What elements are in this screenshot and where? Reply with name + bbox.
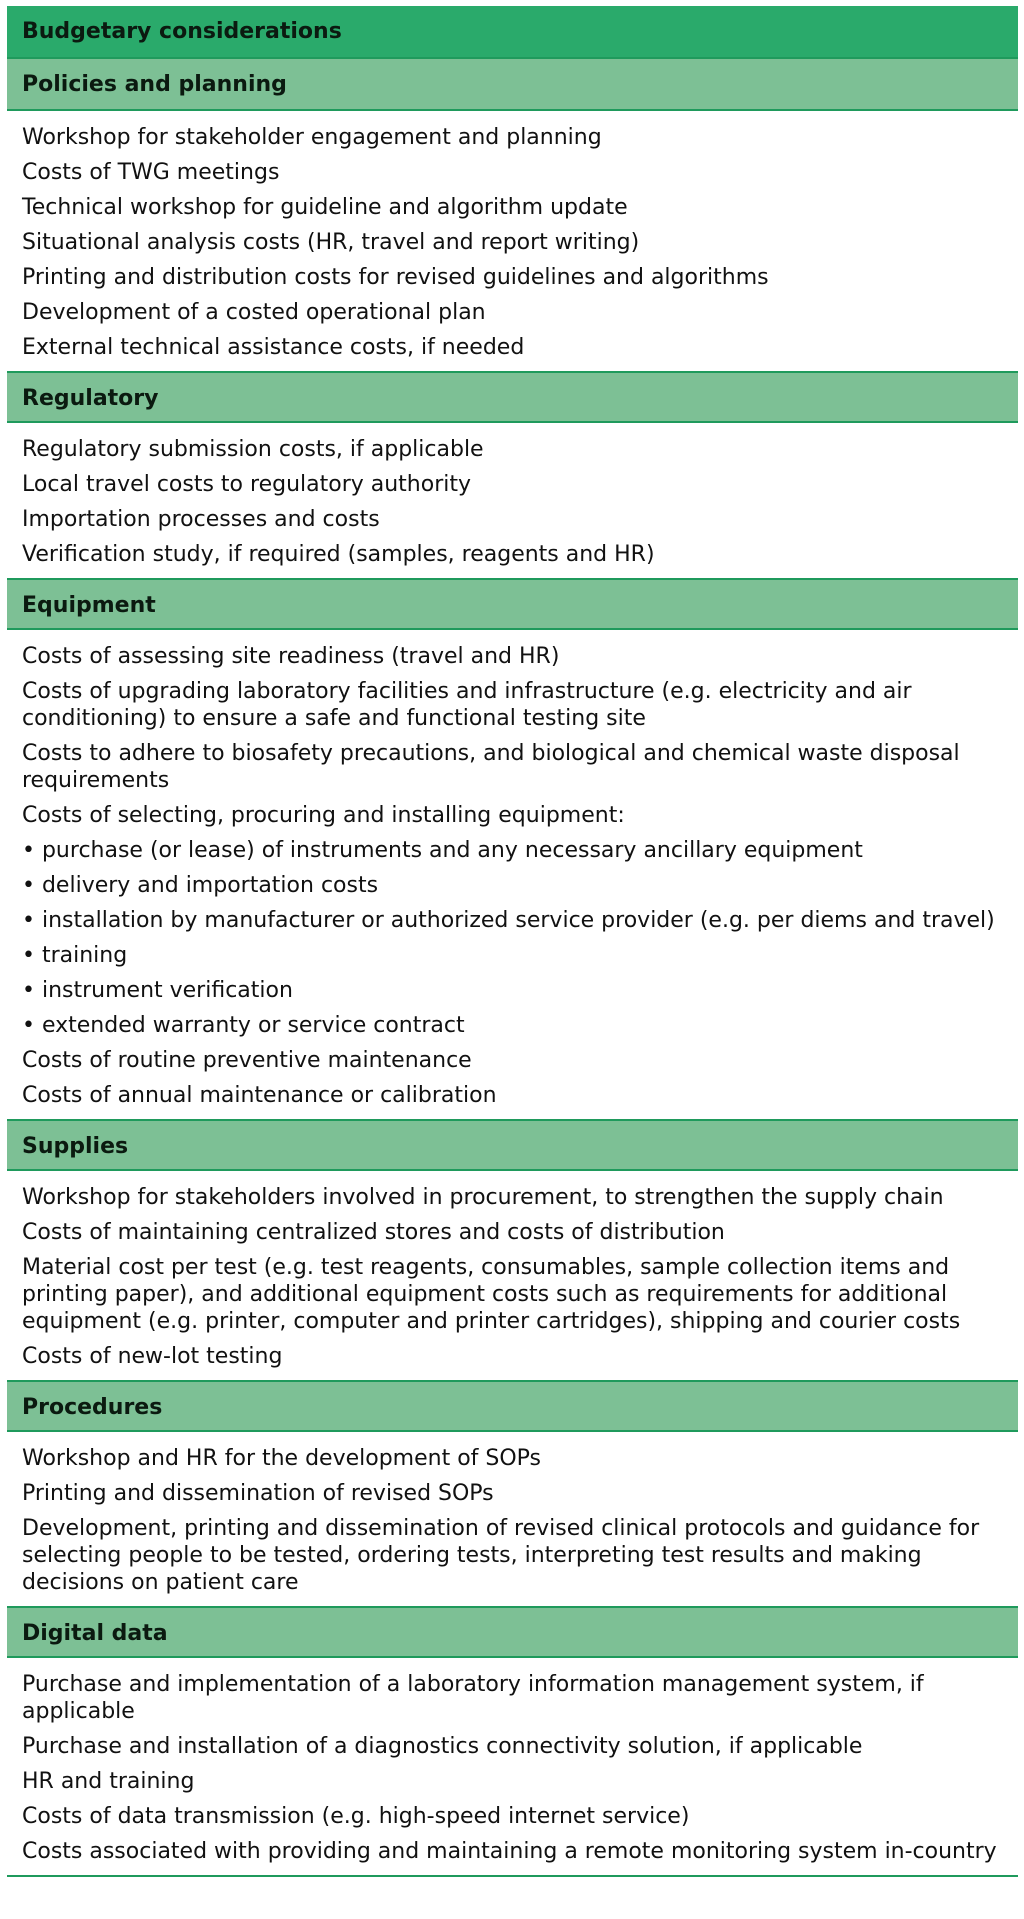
list-item: • extended warranty or service contract	[22, 1013, 465, 1038]
section-header: Equipment	[7, 578, 1018, 630]
list-item: Printing and dissemination of revised SOPs	[22, 1481, 494, 1506]
list-item: Material cost per test (e.g. test reagents, consumables, sample collection items and printing paper), and additional equipment costs such as requirements for additional equipment (e.g. printer, computer and printer cartridges), shipping and courier costs	[22, 1255, 961, 1334]
list-item: Costs of upgrading laboratory facilities and infrastructure (e.g. electricity and air conditioning) to ensure a safe and functional testing site	[22, 679, 912, 731]
list-item: Purchase and installation of a diagnostics connectivity solution, if applicable	[22, 1734, 863, 1759]
list-item: • delivery and importation costs	[22, 873, 379, 898]
list-item: Technical workshop for guideline and algorithm update	[22, 195, 628, 220]
list-item: Purchase and implementation of a laboratory information management system, if applicable	[22, 1672, 924, 1724]
section-header: Supplies	[7, 1119, 1018, 1171]
list-item: Costs of assessing site readiness (travel and HR)	[22, 644, 560, 669]
list-item: Costs to adhere to biosafety precautions, and biological and chemical waste disposal requirements	[22, 741, 960, 793]
list-item: Costs of data transmission (e.g. high-speed internet service)	[22, 1804, 690, 1829]
list-item: Printing and distribution costs for revised guidelines and algorithms	[22, 265, 769, 290]
list-item: Workshop for stakeholder engagement and planning	[22, 125, 602, 150]
section-header: Policies and planning	[7, 59, 1018, 111]
section-items	[7, 423, 1018, 578]
section-items	[7, 1171, 1018, 1380]
list-item: Regulatory submission costs, if applicable	[22, 437, 484, 462]
list-item: Verification study, if required (samples, reagents and HR)	[22, 542, 655, 567]
list-item: Costs of maintaining centralized stores and costs of distribution	[22, 1220, 725, 1245]
list-item: Situational analysis costs (HR, travel and report writing)	[22, 230, 640, 255]
list-item: Costs of annual maintenance or calibration	[22, 1083, 497, 1108]
list-item: Costs of routine preventive maintenance	[22, 1048, 472, 1073]
list-item: Local travel costs to regulatory authority	[22, 472, 472, 497]
section-header: Regulatory	[7, 371, 1018, 423]
section-items	[7, 1658, 1018, 1875]
list-item: Importation processes and costs	[22, 507, 380, 532]
section-items	[7, 111, 1018, 371]
section-header: Procedures	[7, 1380, 1018, 1432]
list-item: Costs of new-lot testing	[22, 1344, 283, 1369]
list-item: • purchase (or lease) of instruments and any necessary ancillary equipment	[22, 838, 863, 863]
list-item: HR and training	[22, 1769, 195, 1794]
list-item: Workshop for stakeholders involved in procurement, to strengthen the supply chain	[22, 1185, 944, 1210]
list-item: • training	[22, 943, 128, 968]
list-item: • installation by manufacturer or authorized service provider (e.g. per diems and travel)	[22, 908, 995, 933]
section-header: Digital data	[7, 1606, 1018, 1658]
list-item: • instrument verification	[22, 978, 293, 1003]
list-item: Development of a costed operational plan	[22, 300, 486, 325]
list-item: Workshop and HR for the development of SOPs	[22, 1446, 542, 1471]
list-item: Costs associated with providing and maintaining a remote monitoring system in-country	[22, 1839, 997, 1864]
list-item: Development, printing and dissemination of revised clinical protocols and guidance for selecting people to be tested, ordering tests, interpreting test results and making decisions on patient care	[22, 1516, 980, 1595]
list-item: External technical assistance costs, if needed	[22, 335, 525, 360]
table-bottom-rule	[7, 1875, 1018, 1877]
sections-container	[7, 59, 1018, 1875]
budget-table	[7, 6, 1018, 1877]
section-items	[7, 630, 1018, 1119]
section-items	[7, 1432, 1018, 1606]
list-item: Costs of TWG meetings	[22, 160, 280, 185]
table-title: Budgetary considerations	[7, 6, 1018, 59]
list-item: Costs of selecting, procuring and installing equipment:	[22, 803, 625, 828]
